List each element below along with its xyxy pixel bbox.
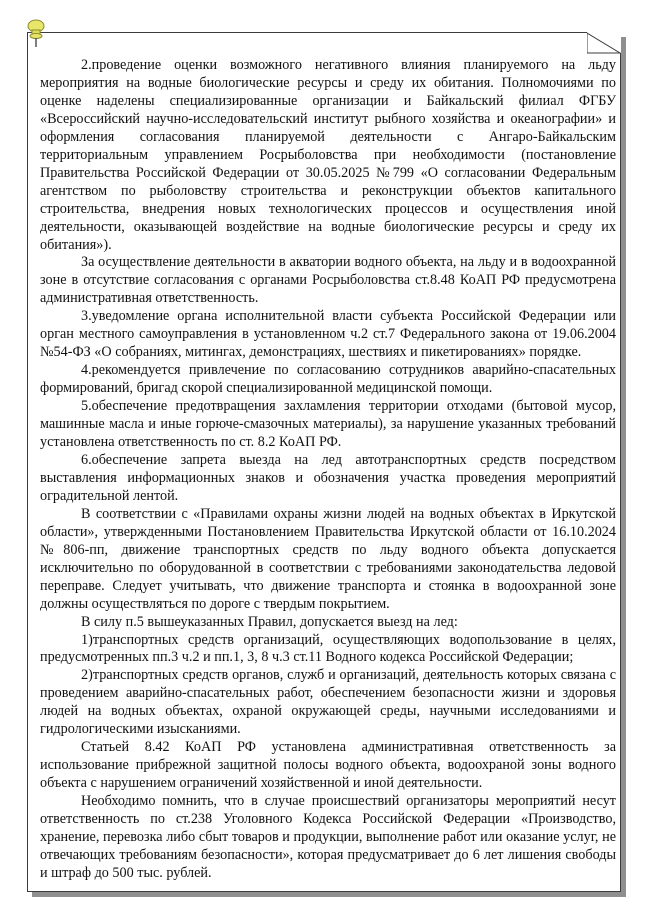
paragraph-item-4: 4.рекомендуется привлечение по согласованию сотрудников аварийно-спасательных формирований, бригад скорой специализированной медицинской помощи. <box>40 362 616 397</box>
paragraph-rules-irkutsk: В соответствии с «Правилами охраны жизни людей на водных объектах в Иркутской области», утвержденными Постановлением Правительства Иркутской области от 16.10.2024 №806-пп, движение транспортных средств по льду водного объекта допускается исключительно по оборудованной в соответствии с требованиями законодательства ледовой переправе. Следует учитывать, что движение транспорта и стоянка в водоохранной зоне должны осуществляться по дороге с твердым покрытием. <box>40 505 616 612</box>
paragraph-item-6: 6.обеспечение запрета выезда на лед автотранспортных средств посредством выставления информационных знаков и обозначения участка проведения мероприятий оградительной лентой. <box>40 451 616 504</box>
paragraph-item-5: 5.обеспечение предотвращения захламления территории отходами (бытовой мусор, машинные масла и иные горюче-смазочных материалы), за нарушение указанных требований установлена ответственность по ст. 8.2 КоАП РФ. <box>40 398 616 451</box>
paragraph-item-2: 2.проведение оценки возможного негативного влияния планируемого на льду мероприятия на водные биологические ресурсы и среду их обитания. Полномочиями по оценке наделены специализированные организации и Байкальский филиал ФГБУ «Всероссийский научно-исследовательский институт рыбного хозяйства и океанографии» и оформления согласования планируемой деятельности с Ангаро-Байкальским территориальным управлением Росрыболовства при необходимости (постановление Правительства Российской Федерации от 30.05.2025 №799 «О согласовании Федеральным агентством по рыболовству строительства и реконструкции объектов капитального строительства, внедрения новых технологических процессов и осуществления иной деятельности, оказывающей воздействие на водные биологические ресурсы и среду их обитания»). <box>40 57 616 253</box>
document-body <box>40 57 616 883</box>
paragraph-liability-8-42: Статьей 8.42 КоАП РФ установлена административная ответственность за использование прибрежной защитной полосы водного объекта, водоохраной зоны водного объекта с нарушением ограничений хозяйственной и иной деятельности. <box>40 739 616 792</box>
pushpin-icon <box>25 19 47 49</box>
page-corner-fold-icon <box>587 32 621 54</box>
paragraph-rules-p5: В силу п.5 вышеуказанных Правил, допускается выезд на лед: <box>81 613 458 630</box>
paragraph-subitem-1: 1)транспортных средств организаций, осуществляющих водопользование в целях, предусмотренных пп.3 ч.2 и пп.1, 3, 8 ч.3 ст.11 Водного кодекса Российской Федерации; <box>40 631 616 666</box>
paragraph-subitem-2: 2)транспортных средств органов, служб и организаций, деятельность которых связана с проведением аварийно-спасательных работ, обеспечением безопасности жизни и здоровья людей на водных объектах, охраной окружающей среды, научными исследованиями и гидрологическими изысканиями. <box>40 667 616 738</box>
paragraph-criminal-238: Необходимо помнить, что в случае происшествий организаторы мероприятий несут ответственность по ст.238 Уголовного Кодекса Российской Федерации «Производство, хранение, перевозка либо сбыт товаров и продукции, выполнение работ или оказание услуг, не отвечающих требованиям безопасности», которая предусматривает до 6 лет лишения свободы и штраф до 500 тыс. рублей. <box>40 793 616 881</box>
paragraph-liability-8-48: За осуществление деятельности в акватории водного объекта, на льду и в водоохранной зоне в отсутствие согласования с органами Росрыболовства ст.8.48 КоАП РФ предусмотрена административная ответственность. <box>40 254 616 307</box>
paragraph-item-3: 3.уведомление органа исполнительной власти субъекта Российской Федерации или орган местного самоуправления в установленном ч.2 ст.7 Федерального закона от 19.06.2004 №54-ФЗ «О собраниях, митингах, демонстрациях, шествиях и пикетированиях» порядке. <box>40 308 616 361</box>
